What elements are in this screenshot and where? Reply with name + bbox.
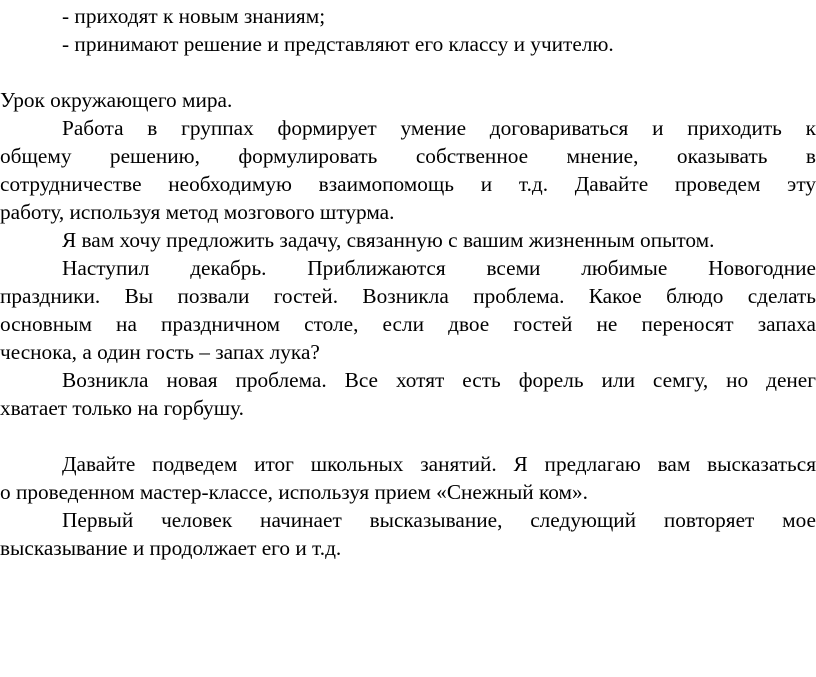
paragraph-line: работу, используя метод мозгового штурма. <box>0 200 395 224</box>
paragraph-line: чеснока, а один гость – запах лука? <box>0 340 320 364</box>
paragraph-line: основным на праздничном столе, если двое гостей не переносят запаха <box>0 312 816 336</box>
paragraph-line: сотрудничестве необходимую взаимопомощь и т.д. Давайте проведем эту <box>0 172 816 196</box>
paragraph-line: праздники. Вы позвали гостей. Возникла проблема. Какое блюдо сделать <box>0 284 816 308</box>
section-heading: Урок окружающего мира. <box>0 88 233 112</box>
paragraph-line: Я вам хочу предложить задачу, связанную с вашим жизненным опытом. <box>62 228 715 252</box>
paragraph-line: о проведенном мастер-классе, используя прием «Снежный ком». <box>0 480 588 504</box>
paragraph-line: общему решению, формулировать собственное мнение, оказывать в <box>0 144 816 168</box>
list-item: - приходят к новым знаниям; <box>62 4 326 28</box>
paragraph-line: хватает только на горбушу. <box>0 396 244 420</box>
list-item: - принимают решение и представляют его классу и учителю. <box>62 32 614 56</box>
paragraph-line: Давайте подведем итог школьных занятий. Я предлагаю вам высказаться <box>62 452 816 476</box>
paragraph-line: Первый человек начинает высказывание, следующий повторяет мое <box>62 508 816 532</box>
paragraph-line: Работа в группах формирует умение договариваться и приходить к <box>62 116 816 140</box>
paragraph-line: Наступил декабрь. Приближаются всеми любимые Новогодние <box>62 256 816 280</box>
paragraph-line: Возникла новая проблема. Все хотят есть форель или семгу, но денег <box>62 368 816 392</box>
paragraph-line: высказывание и продолжает его и т.д. <box>0 536 342 560</box>
